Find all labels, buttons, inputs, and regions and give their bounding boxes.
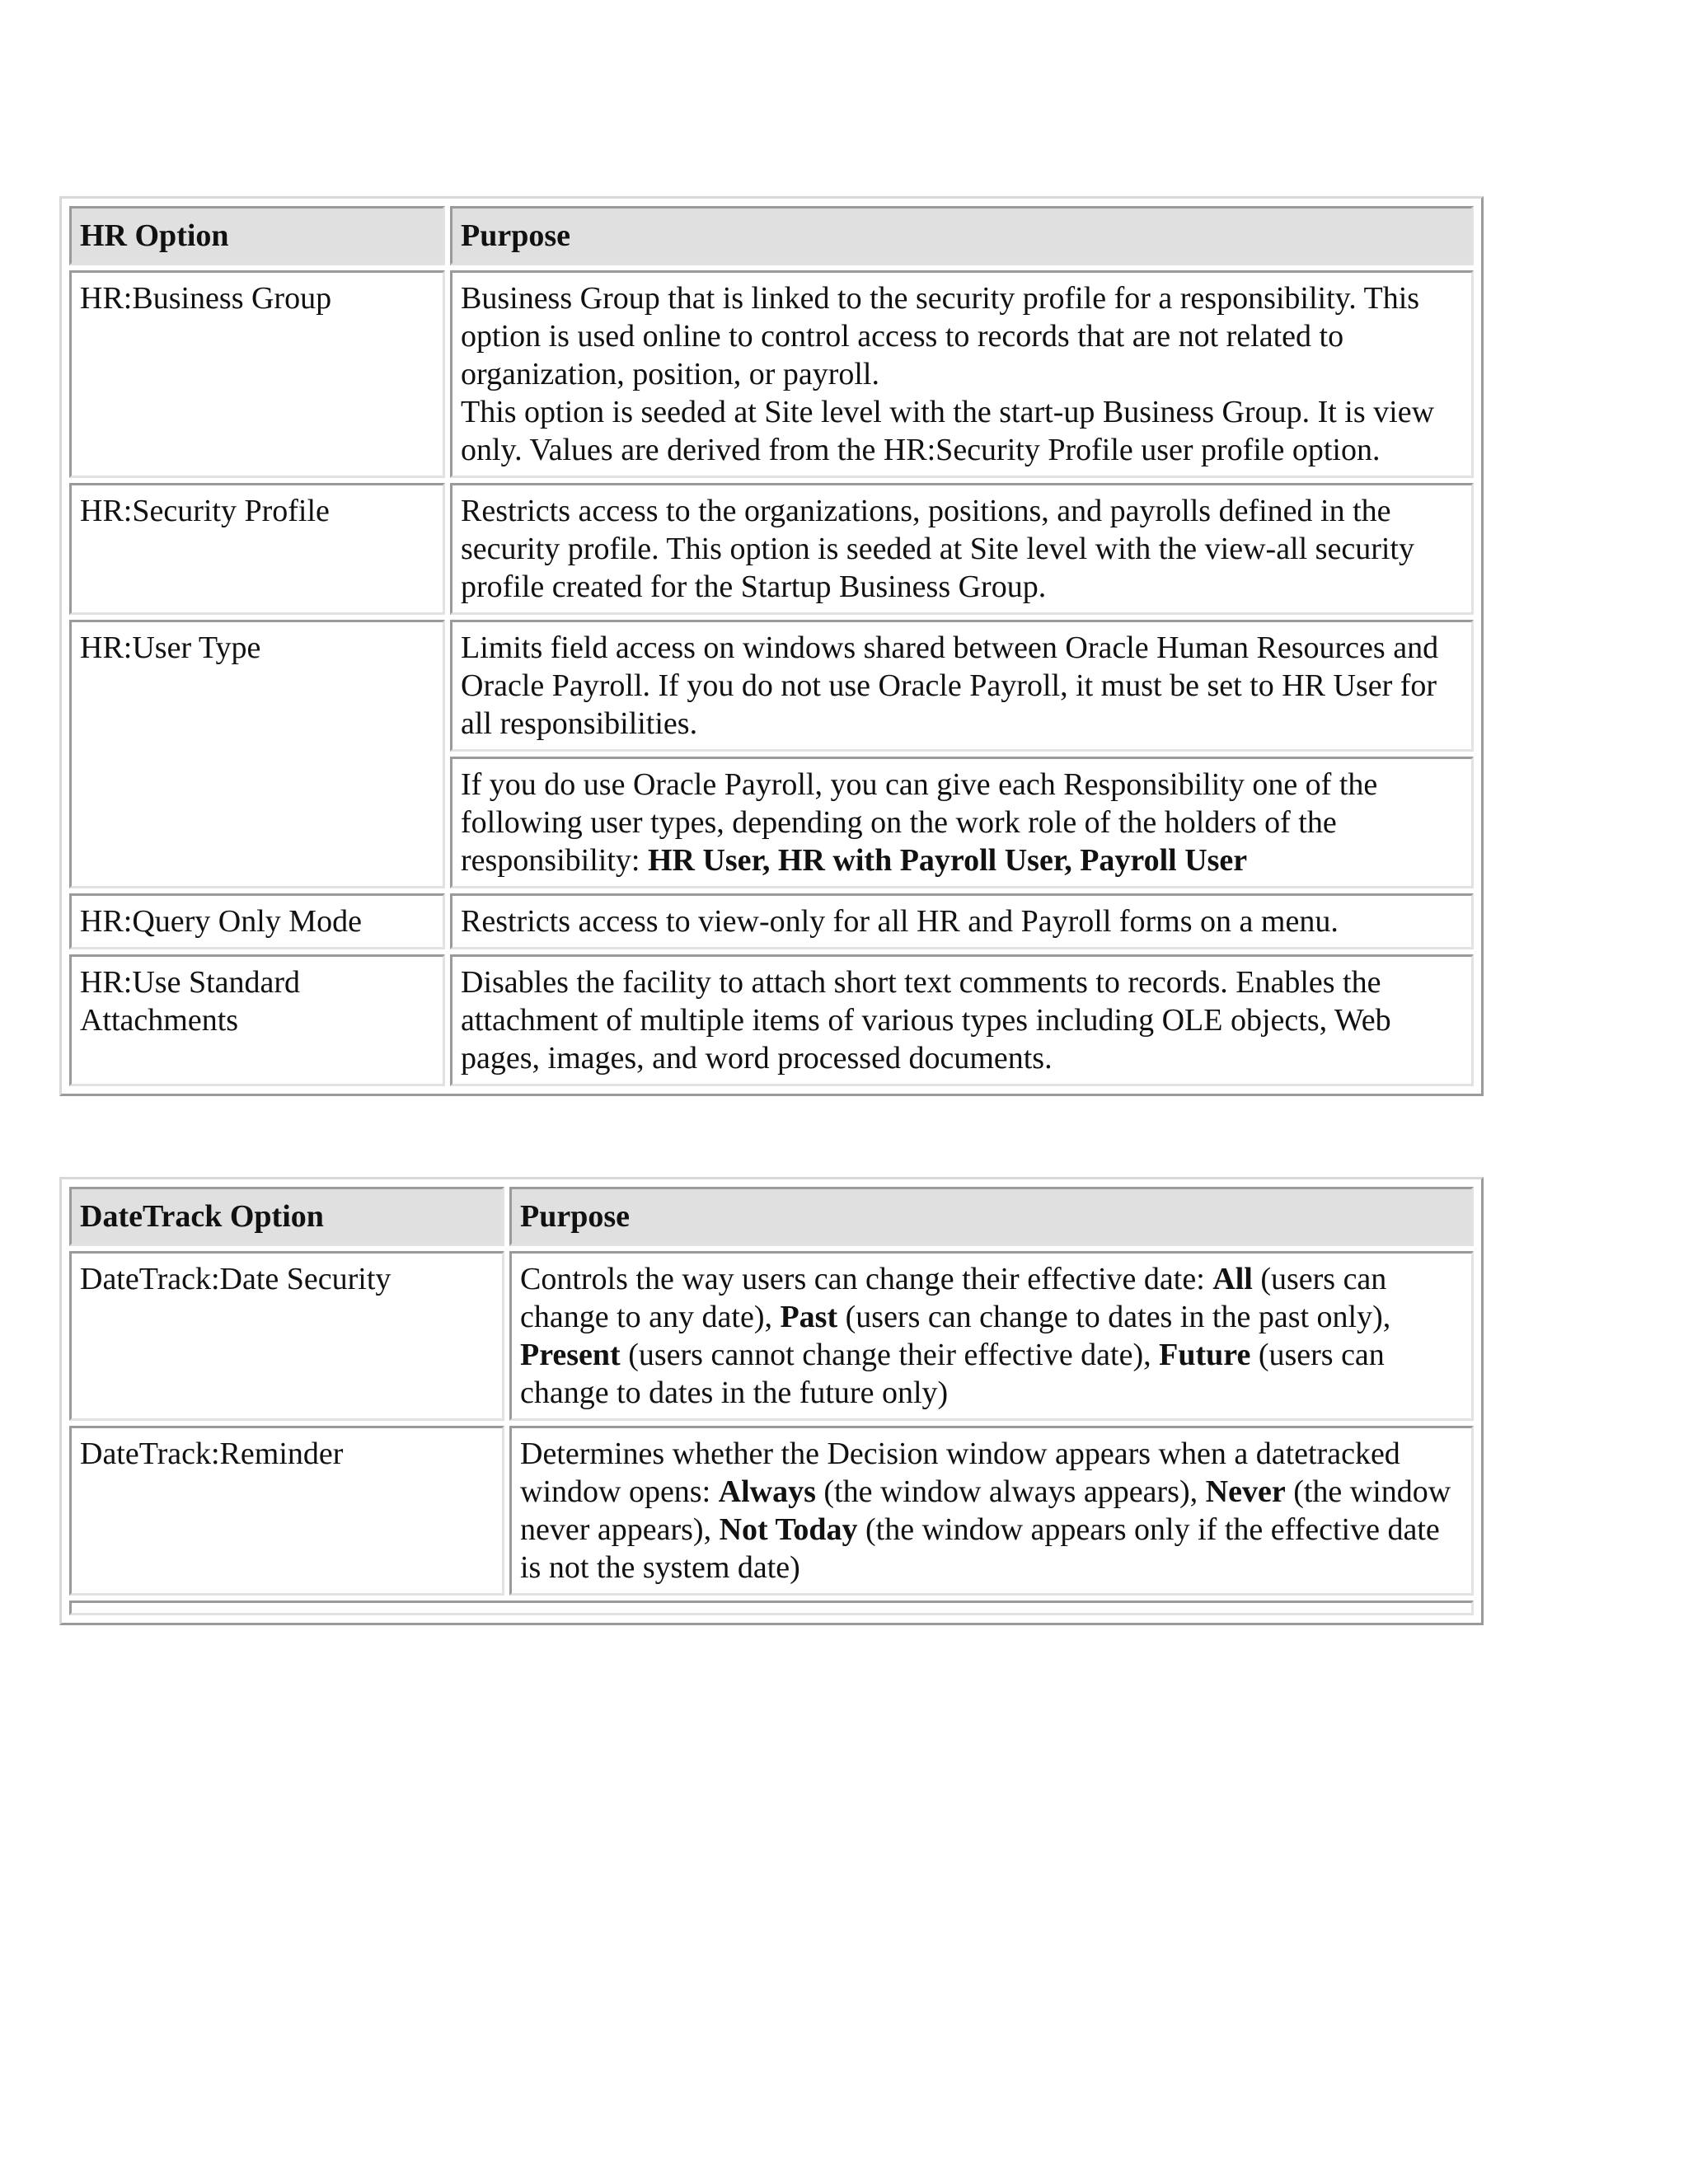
option-cell: HR:Query Only Mode <box>69 893 445 949</box>
table-row <box>69 1251 1474 1421</box>
purpose-text: Controls the way users can change their effective date: <box>520 1262 1213 1296</box>
purpose-cell: Restricts access to view-only for all HR and Payroll forms on a menu. <box>450 893 1474 949</box>
value-future: Future <box>1159 1338 1251 1372</box>
purpose-text: (the window never appears), <box>520 1474 1451 1547</box>
option-cell: DateTrack:Reminder <box>69 1426 504 1596</box>
option-cell: HR:Business Group <box>69 270 445 478</box>
purpose-cell: Disables the facility to attach short text comments to records. Enables the attachment of multiple items of various types including OLE objects, Web pages, images, and word processed documents. <box>450 954 1474 1086</box>
column-header-purpose: Purpose <box>450 206 1474 265</box>
column-header-option: HR Option <box>69 206 445 265</box>
column-header-option: DateTrack Option <box>69 1187 504 1246</box>
purpose-text: Business Group that is linked to the security profile for a responsibility. This option is used online to control access to records that are not related to organization, position, or payroll. <box>461 281 1420 391</box>
table-row <box>69 893 1474 949</box>
option-cell: HR:Use Standard Attachments <box>69 954 445 1086</box>
table-row <box>69 1426 1474 1596</box>
purpose-cell: Restricts access to the organizations, positions, and payrolls defined in the security profile. This option is seeded at Site level with the view-all security profile created for the Startup Business Group. <box>450 483 1474 615</box>
table-row <box>69 954 1474 1086</box>
option-cell: HR:User Type <box>69 620 445 888</box>
user-types-list: HR User, HR with Payroll User, Payroll User <box>647 843 1248 878</box>
option-cell: HR:Security Profile <box>69 483 445 615</box>
hr-options-table <box>59 196 1484 1096</box>
purpose-text: (users can change to dates in the past only), <box>837 1300 1391 1334</box>
purpose-cell <box>509 1426 1474 1596</box>
value-not-today: Not Today <box>719 1512 858 1547</box>
value-present: Present <box>520 1338 621 1372</box>
option-cell: DateTrack:Date Security <box>69 1251 504 1421</box>
table-row <box>69 620 1474 752</box>
value-past: Past <box>780 1300 838 1334</box>
purpose-cell <box>450 270 1474 478</box>
purpose-text: (the window always appears), <box>815 1474 1206 1509</box>
purpose-text: (users cannot change their effective date), <box>620 1338 1160 1372</box>
purpose-cell <box>509 1251 1474 1421</box>
purpose-text: This option is seeded at Site level with the start-up Business Group. It is view only. Values are derived from the HR:Security Profile user profile option. <box>461 395 1435 467</box>
purpose-text: Determines whether the Decision window appears when a datetracked window opens: <box>520 1436 1400 1509</box>
datetrack-options-table <box>59 1177 1484 1625</box>
empty-row <box>69 1601 1474 1615</box>
purpose-cell: Limits field access on windows shared between Oracle Human Resources and Oracle Payroll. If you do not use Oracle Payroll, it must be set to HR User for all responsibilities. <box>450 620 1474 752</box>
purpose-cell <box>450 757 1474 888</box>
purpose-text: (users can change to any date), <box>520 1262 1387 1334</box>
value-all: All <box>1212 1262 1253 1296</box>
value-always: Always <box>718 1474 816 1509</box>
column-header-purpose: Purpose <box>509 1187 1474 1246</box>
table-row <box>69 270 1474 478</box>
purpose-text: (users can change to dates in the future only) <box>520 1338 1385 1410</box>
table-row <box>69 483 1474 615</box>
empty-cell <box>69 1601 1474 1615</box>
table-header-row <box>69 206 1474 265</box>
table-header-row <box>69 1187 1474 1246</box>
purpose-text: If you do use Oracle Payroll, you can give each Responsibility one of the following user types, depending on the work role of the holders of the responsibility: <box>461 767 1378 878</box>
value-never: Never <box>1205 1474 1286 1509</box>
purpose-text: (the window appears only if the effective date is not the system date) <box>520 1512 1440 1585</box>
